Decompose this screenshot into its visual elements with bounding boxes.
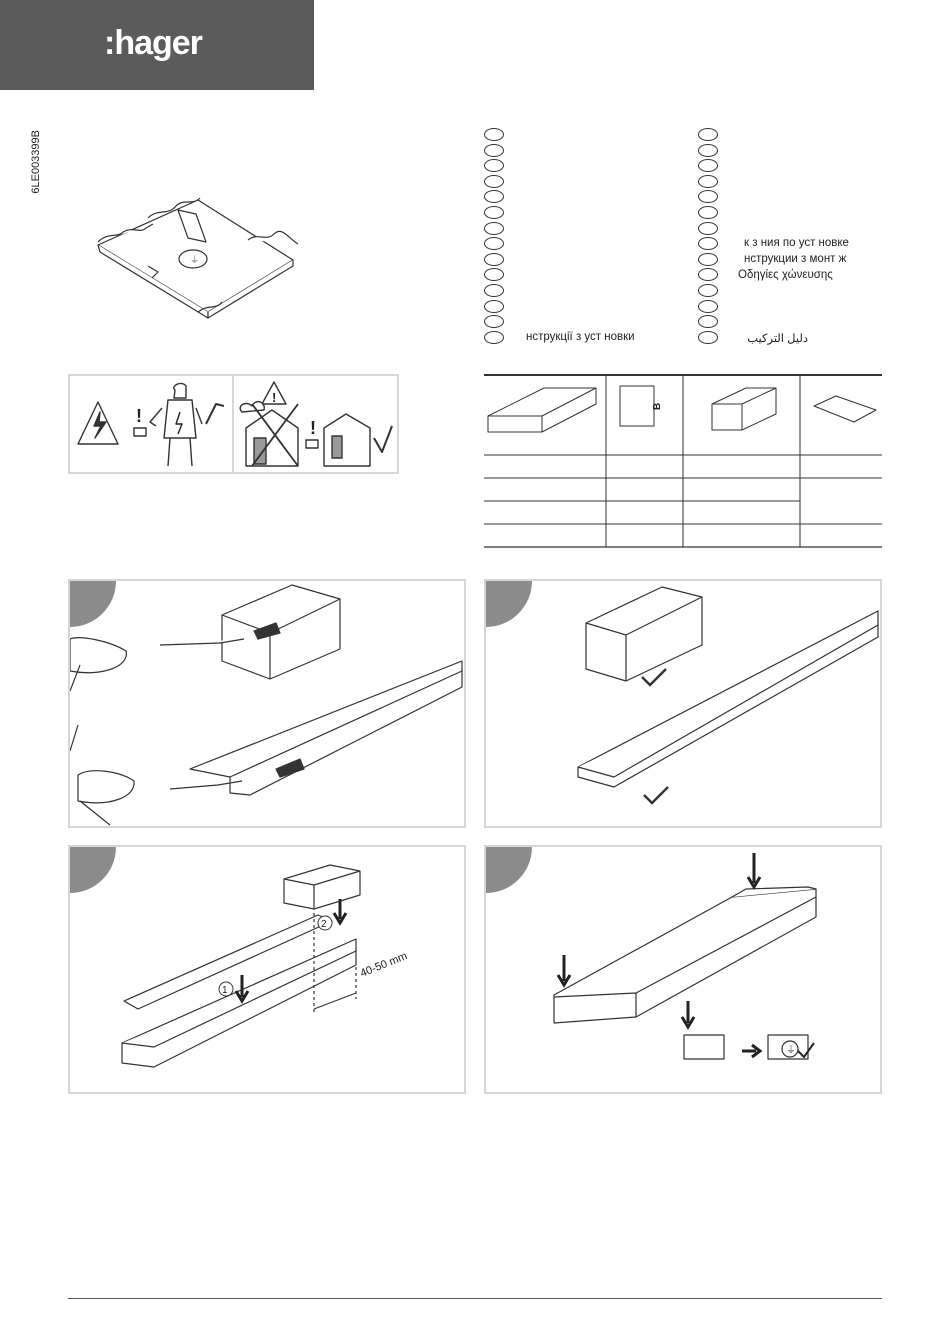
footer-divider — [68, 1298, 882, 1299]
arrow-down-icon — [558, 955, 570, 985]
language-label-arabic: دليل التركيب — [747, 333, 808, 345]
svg-text:!: ! — [310, 418, 316, 438]
arrow-right-icon — [742, 1045, 760, 1057]
language-circle — [484, 206, 504, 219]
language-label-greek: Οδηγίες χώνευσης — [738, 269, 833, 281]
language-circle — [698, 128, 718, 141]
language-circle — [698, 222, 718, 235]
language-circle — [484, 253, 504, 266]
language-circle — [698, 315, 718, 328]
language-circle — [484, 128, 504, 141]
language-label-russian-2: нструкции з монт ж — [744, 253, 847, 265]
language-circle — [484, 268, 504, 281]
language-circle — [484, 222, 504, 235]
brand-logo: :hager — [104, 24, 202, 62]
language-label-russian-1: к з ния по уст новке — [744, 237, 849, 249]
language-circle — [698, 268, 718, 281]
house-disconnect-illustration — [236, 376, 396, 472]
step-panel-2 — [484, 579, 882, 828]
checkmark-icon — [644, 787, 668, 803]
step-3-illustration — [70, 847, 464, 1092]
language-circle — [484, 190, 504, 203]
language-circle — [698, 206, 718, 219]
language-circle — [698, 159, 718, 172]
language-circle — [698, 190, 718, 203]
step-1-illustration — [70, 581, 464, 826]
language-circle — [484, 300, 504, 313]
language-circle — [484, 159, 504, 172]
language-circle — [484, 175, 504, 188]
step-panel-4 — [484, 845, 882, 1094]
language-circle — [484, 331, 504, 344]
arrow-down-icon — [748, 853, 760, 887]
dimension-b-label: B — [652, 402, 663, 410]
language-circle — [698, 300, 718, 313]
language-circle — [484, 237, 504, 250]
step-2-illustration — [486, 581, 880, 826]
language-circle — [698, 284, 718, 297]
language-circle — [484, 315, 504, 328]
language-circle — [698, 175, 718, 188]
document-reference: 6LE003399B — [30, 130, 42, 194]
divider — [232, 376, 234, 472]
svg-text:!: ! — [272, 390, 277, 405]
callout-1: 1 — [222, 985, 228, 996]
language-circle — [698, 237, 718, 250]
language-circle — [698, 144, 718, 157]
product-reference-table — [484, 374, 882, 548]
arrow-down-icon — [682, 1001, 694, 1027]
callout-2: 2 — [321, 919, 327, 930]
step-4-illustration — [486, 847, 880, 1092]
language-circle — [484, 284, 504, 297]
electrical-safety-illustration — [70, 376, 230, 472]
ground-icon: ⏚ — [786, 1045, 796, 1056]
language-label-ukrainian: нструкції з уст новки — [526, 331, 635, 343]
language-circle — [484, 144, 504, 157]
mounting-plate-illustration — [88, 180, 318, 320]
step-panel-1 — [68, 579, 466, 828]
dimension-label: 40-50 mm — [358, 950, 410, 980]
language-circle — [698, 331, 718, 344]
language-circle — [698, 253, 718, 266]
svg-text:!: ! — [136, 406, 142, 426]
step-panel-3 — [68, 845, 466, 1094]
svg-text:⏚: ⏚ — [190, 256, 200, 266]
